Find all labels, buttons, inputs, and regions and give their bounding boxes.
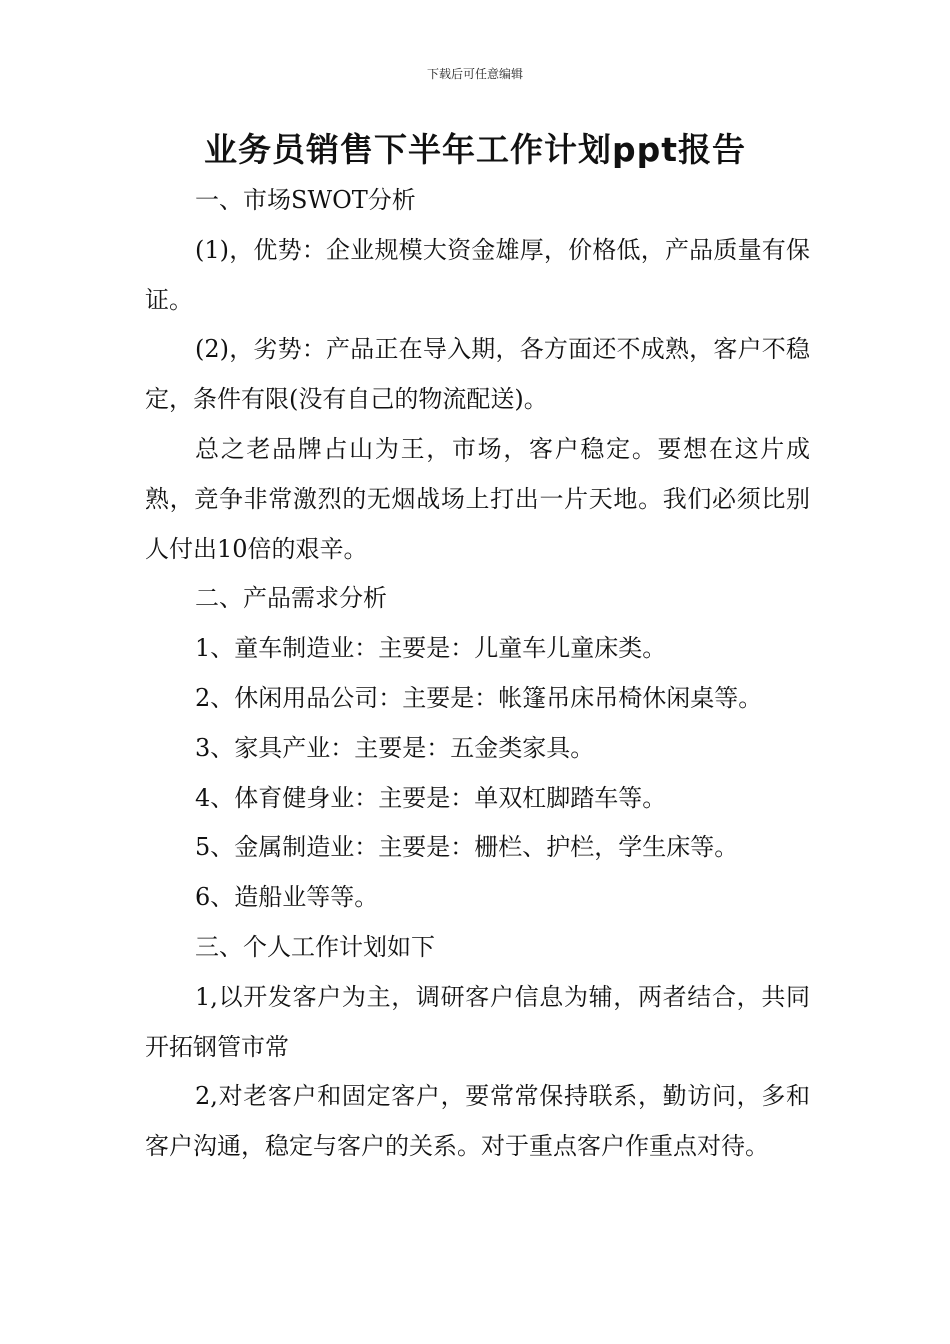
list-item: 1、童车制造业：主要是：儿童车儿童床类。 — [195, 634, 667, 663]
section-heading-demand: 二、产品需求分析 — [195, 584, 387, 613]
list-item: 6、造船业等等。 — [195, 883, 379, 912]
section-heading-swot: 一、市场SWOT分析 — [195, 186, 416, 214]
list-item: 3、家具产业：主要是：五金类家具。 — [195, 733, 595, 762]
list-item: 5、金属制造业：主要是：栅栏、护栏，学生床等。 — [195, 833, 739, 862]
paragraph-strengths: (1)，优势：企业规模大资金雄厚，价格低，产品质量有保证。 — [145, 235, 810, 314]
document-body — [145, 176, 810, 1172]
header-note: 下载后可任意编辑 — [426, 67, 523, 81]
section-heading-plan: 三、个人工作计划如下 — [195, 932, 435, 961]
list-item: 2、休闲用品公司：主要是：帐篷吊床吊椅休闲桌等。 — [195, 683, 763, 712]
plan-item: 1,以开发客户为主，调研客户信息为辅，两者结合，共同开拓钢管市常 — [145, 982, 810, 1061]
list-item: 4、体育健身业：主要是：单双杠脚踏车等。 — [195, 783, 667, 812]
plan-item: 2,对老客户和固定客户，要常常保持联系，勤访问，多和客户沟通，稳定与客户的关系。对于重点客户作重点对待。 — [145, 1082, 810, 1161]
document-title: 业务员销售下半年工作计划ppt报告 — [203, 130, 747, 169]
paragraph-weaknesses: (2)，劣势：产品正在导入期，各方面还不成熟，客户不稳定，条件有限(没有自己的物流配送)。 — [145, 335, 810, 414]
paragraph-summary: 总之老品牌占山为王，市场，客户稳定。要想在这片成熟，竞争非常激烈的无烟战场上打出一片天地。我们必须比别人付出10倍的艰辛。 — [145, 434, 810, 563]
